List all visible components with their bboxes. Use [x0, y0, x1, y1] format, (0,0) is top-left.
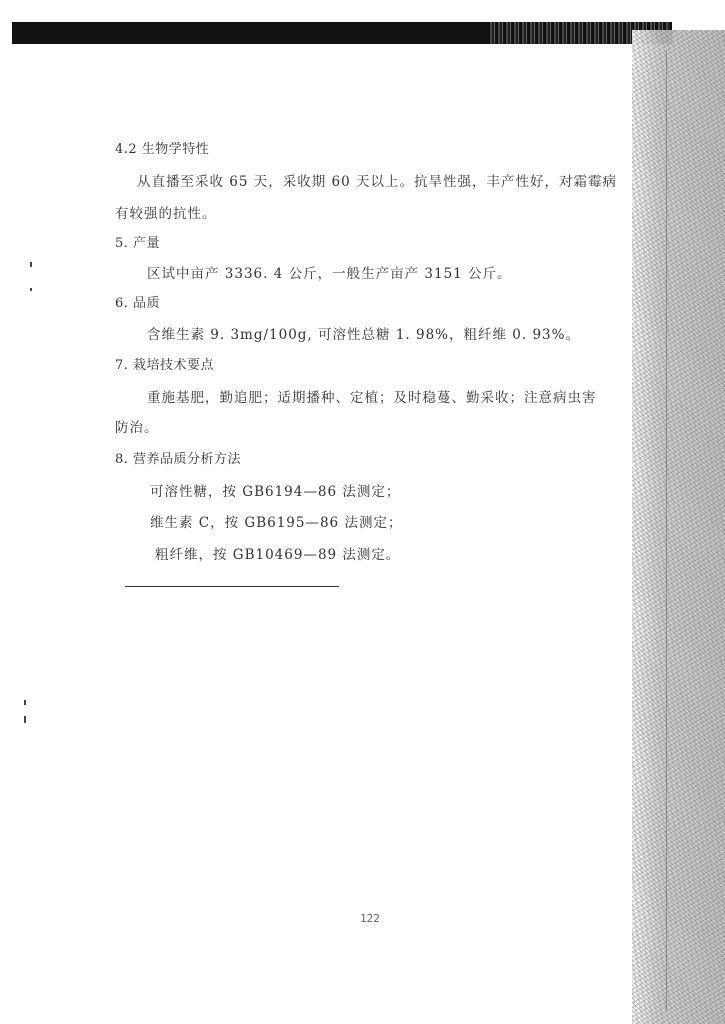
page-number: 122: [360, 912, 380, 925]
section-7-paragraph-line-1: 重施基肥，勤追肥；适期播种、定植；及时稳蔓、勤采收；注意病虫害: [147, 390, 597, 406]
method-item-crude-fiber: 粗纤维，按 GB10469—89 法测定。: [155, 547, 401, 563]
scan-edge-line: [666, 50, 667, 1010]
footnote-rule: [125, 586, 339, 587]
scan-speck: [24, 700, 26, 705]
section-4-2-paragraph-line-1: 从直播至采收 65 天，采收期 60 天以上。抗旱性强，丰产性好，对霜霉病: [137, 174, 618, 190]
section-4-2-heading: 4.2 生物学特性: [115, 142, 210, 157]
method-item-vitamin-c: 维生素 C，按 GB6195—86 法测定；: [150, 515, 403, 531]
section-7-paragraph-line-2: 防治。: [115, 420, 159, 436]
scan-speck: [30, 262, 32, 267]
method-item-soluble-sugar: 可溶性糖，按 GB6194—86 法测定；: [150, 484, 401, 500]
scan-right-edge-shadow: [632, 30, 725, 1024]
scan-speck: [30, 288, 32, 291]
section-6-paragraph: 含维生素 9. 3mg/100g, 可溶性总糖 1. 98%，粗纤维 0. 93%。: [147, 327, 580, 343]
section-4-2-paragraph-line-2: 有较强的抗性。: [115, 206, 217, 222]
section-7-heading: 7. 栽培技术要点: [115, 358, 215, 373]
section-5-paragraph: 区试中亩产 3336. 4 公斤，一般生产亩产 3151 公斤。: [147, 266, 512, 282]
section-8-heading: 8. 营养品质分析方法: [115, 452, 242, 467]
section-5-heading: 5. 产量: [115, 236, 161, 251]
section-6-heading: 6. 品质: [115, 296, 161, 311]
scan-speck: [24, 716, 26, 723]
